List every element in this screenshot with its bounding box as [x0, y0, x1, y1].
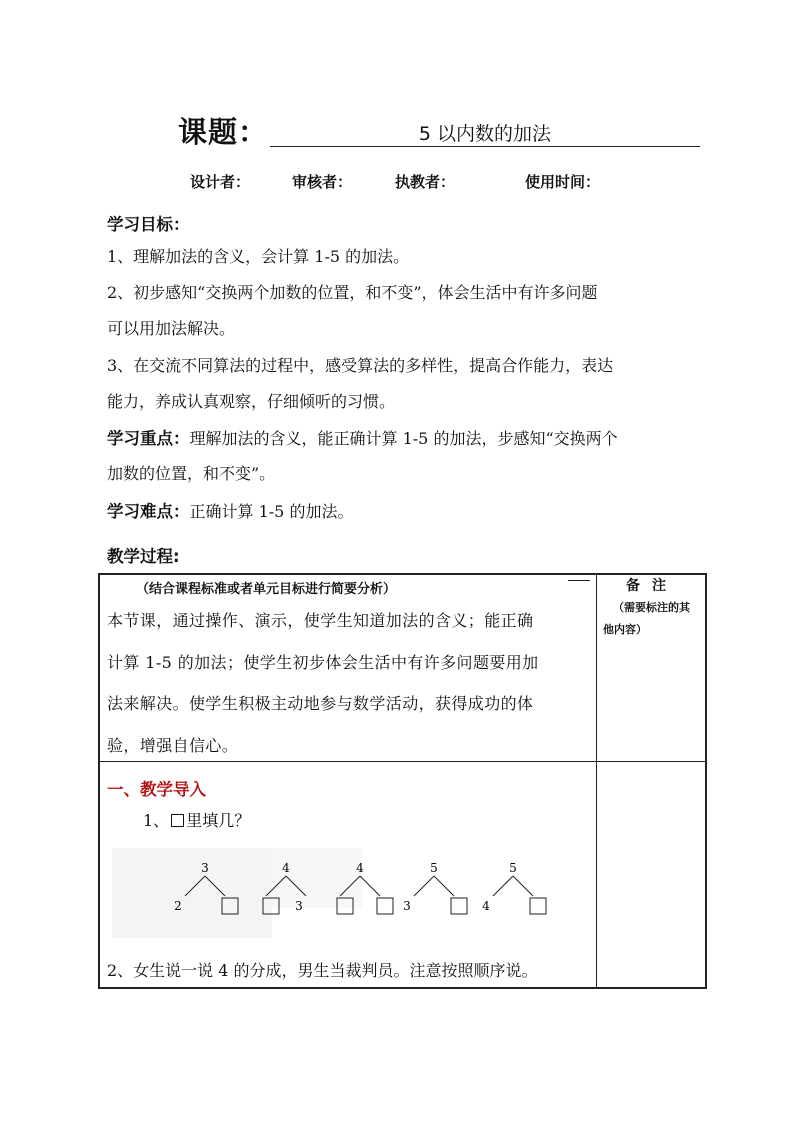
exercise-1-number: 1、 — [143, 811, 170, 830]
objective-line: 2、初步感知“交换两个加数的位置，和不变”，体会生活中有许多问题 — [107, 283, 598, 302]
reviewer-label: 审核者： — [292, 173, 353, 191]
difficult-points — [107, 498, 353, 522]
objective-line: 可以用加法解决。 — [107, 319, 236, 338]
title-underline — [270, 146, 700, 147]
decomposition-part: 2 — [174, 899, 182, 913]
exercise-1 — [143, 808, 250, 831]
decomposition-total: 3 — [201, 861, 209, 875]
objectives-heading: 学习目标： — [107, 215, 190, 234]
decomposition-total: 5 — [509, 861, 517, 875]
blank-box — [530, 898, 546, 914]
branch-line — [513, 876, 533, 896]
blank-box-icon — [171, 814, 184, 827]
lesson-title: 5 以内数的加法 — [418, 123, 552, 145]
remark-subtitle — [603, 597, 703, 641]
scan-shading — [272, 848, 362, 908]
analysis-line: 法来解决。使学生积极主动地参与数学活动，获得成功的体 — [107, 694, 534, 713]
branch-line — [414, 876, 434, 896]
number-decomposition-figure — [112, 848, 562, 938]
title-label: 课题： — [178, 115, 269, 149]
objective-line: 1、理解加法的含义，会计算 1-5 的加法。 — [107, 247, 410, 266]
key-points-continued: 加数的位置，和不变”。 — [107, 464, 276, 483]
analysis-line: 本节课，通过操作、演示，使学生知道加法的含义；能正确 — [107, 611, 534, 630]
process-heading: 教学过程: — [107, 547, 180, 566]
section-title: 一、教学导入 — [107, 780, 206, 799]
decomposition-part: 4 — [482, 899, 490, 913]
remark-title: 备注 — [626, 578, 678, 594]
exercise-1-text: 里填几？ — [186, 811, 251, 830]
key-points-label: 学习重点： — [107, 429, 190, 448]
decomposition-total: 4 — [356, 861, 364, 875]
table-row-divider — [98, 761, 707, 762]
key-points — [107, 425, 618, 449]
table-column-divider — [596, 573, 597, 989]
analysis-note-header: （结合课程标准或者单元目标进行简要分析） — [136, 582, 397, 597]
blank-box — [451, 898, 467, 914]
designer-label: 设计者： — [190, 173, 251, 191]
remark-subtitle-line: 他内容） — [603, 623, 647, 636]
branch-line — [493, 876, 513, 896]
decomposition-part: 3 — [295, 899, 303, 913]
analysis-line: 计算 1-5 的加法；使学生初步体会生活中有许多问题要用加 — [107, 653, 539, 672]
objective-line: 3、在交流不同算法的过程中，感受算法的多样性，提高合作能力，表达 — [107, 356, 614, 375]
teacher-label: 执教者： — [395, 173, 456, 191]
usage-time-label: 使用时间： — [525, 173, 601, 191]
difficult-points-label: 学习难点： — [107, 502, 190, 521]
decomposition-total: 4 — [282, 861, 290, 875]
remark-subtitle-line: （需要标注的其 — [613, 601, 690, 614]
branch-line — [434, 876, 454, 896]
key-points-text: 理解加法的含义，能正确计算 1-5 的加法，步感知“交换两个 — [189, 429, 618, 448]
objective-line: 能力，养成认真观察，仔细倾听的习惯。 — [107, 392, 396, 411]
decomposition-total: 5 — [430, 861, 438, 875]
analysis-line: 验，增强自信心。 — [107, 736, 239, 755]
blank-box — [377, 898, 393, 914]
note-underline — [568, 580, 590, 581]
exercise-2: 2、女生说一说 4 的分成，男生当裁判员。注意按照顺序说。 — [107, 961, 538, 980]
decomposition-part: 3 — [403, 899, 411, 913]
difficult-points-text: 正确计算 1-5 的加法。 — [189, 502, 354, 521]
branch-line — [360, 876, 380, 896]
scan-shading — [112, 848, 272, 938]
